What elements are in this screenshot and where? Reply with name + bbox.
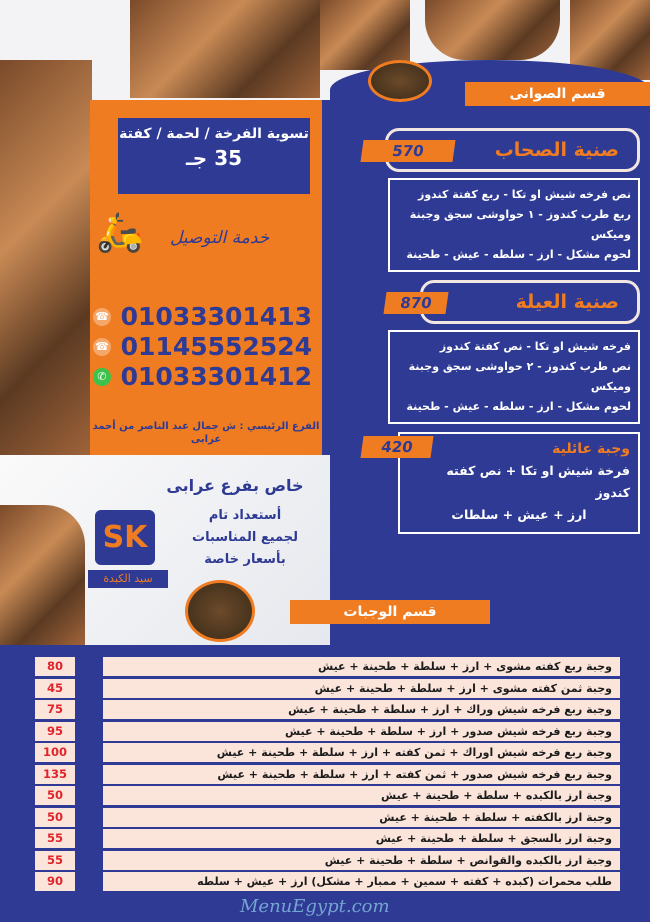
tray-line: نص طرب كندوز - ٢ حواوشى سجق وجبنة وميكس [408,360,631,393]
tray-description [388,178,640,272]
tray-price-tag: 870 [383,292,448,314]
meals-section-title: قسم الوجبات [290,600,490,624]
meal-price: 50 [35,786,75,805]
tray-line: ارز + عيش + سلطات [451,507,587,522]
grilling-title: تسوية الفرخة / لحمة / كفتة [119,126,309,142]
grilling-price-box [118,118,310,194]
meal-item: وجبة ارز بالكبده والقوانص + سلطة + طحينة + عيش [103,851,620,870]
tray-plate-photo [368,60,432,102]
meal-item: وجبة ربع كفته مشوى + ارز + سلطة + طحينة + عيش [103,657,620,676]
meal-item: وجبة ارز بالكبده + سلطة + طحينة + عيش [103,786,620,805]
food-photo [0,505,85,645]
food-photo [130,0,320,98]
tray-line: لحوم مشكل - ارز - سلطه - عيش - طحينة [406,248,631,261]
trays-list [360,128,640,534]
meal-price: 80 [35,657,75,676]
meal-price: 50 [35,808,75,827]
branch-address: الفرع الرئيسي : ش جمال عبد الناصر من أحمد عرابى [92,421,320,445]
meal-row [35,700,620,719]
meal-row [35,872,620,891]
meal-row [35,765,620,784]
meal-price: 55 [35,829,75,848]
meal-price: 75 [35,700,75,719]
tray-price-tag: 420 [360,436,433,458]
tray-card [360,280,640,424]
meal-item: طلب محمرات (كبده + كفته + سمين + ممبار + مشكل) ارز + عيش + سلطه [103,872,620,891]
meal-item: وجبة ارز بالسجق + سلطة + طحينة + عيش [103,829,620,848]
special-title: خاص بفرع عرابى [166,476,304,495]
food-photo [425,0,560,60]
meal-row [35,829,620,848]
phone-icon: ☎ [93,308,111,326]
watermark: MenuEgypt.com [240,896,390,917]
tray-name: وجبة عائلية [552,441,630,457]
meal-price: 55 [35,851,75,870]
tray-name: صنية الصحاب [385,128,640,172]
meal-item: وجبة ثمن كفته مشوى + ارز + سلطة + طحينة + عيش [103,679,620,698]
special-line: أستعداد تام [208,508,282,523]
tray-card [360,432,640,534]
tray-line: نص فرخه شيش او تكا - ربع كفتة كندوز [418,188,631,201]
meal-item: وجبة ربع فرخه شيش اوراك + ثمن كفته + ارز + سلطة + طحينة + عيش [103,743,620,762]
phone-number[interactable]: 01033301413 [120,302,312,331]
meal-item: وجبة ربع فرخه شيش صدور + ارز + سلطة + طحينة + عيش [103,722,620,741]
meal-price: 95 [35,722,75,741]
tray-name: صنية العيلة [420,280,640,324]
meal-row [35,786,620,805]
meal-row [35,851,620,870]
tray-description [388,330,640,424]
delivery-scooter-icon: 🛵 [96,210,144,254]
tray-line: ربع طرب كندوز - ١ حواوشى سجق وجبنة وميكس [409,208,631,241]
whatsapp-icon: ✆ [93,368,111,386]
meal-plate-photo [185,580,255,642]
tray-description [398,432,640,534]
meal-price: 100 [35,743,75,762]
meal-price: 45 [35,679,75,698]
tray-card [360,128,640,272]
food-photo-strip [0,60,92,455]
meal-row [35,679,620,698]
meal-row [35,722,620,741]
meal-price: 135 [35,765,75,784]
delivery-label: خدمة التوصيل [170,228,270,248]
special-line: لجميع المناسبات [192,530,298,545]
phone-number[interactable]: 01145552524 [120,332,312,361]
grilling-price: 35 جـ [185,146,243,170]
meal-item: وجبة ارز بالكفته + سلطة + طحينة + عيش [103,808,620,827]
meal-row [35,657,620,676]
tray-price-tag: 570 [360,140,455,162]
tray-line: فرخه شيش او تكا - نص كفتة كندوز [439,340,631,353]
meal-price: 90 [35,872,75,891]
meal-row [35,743,620,762]
tray-line: فرخة شيش او تكا + نص كفته كندوز [446,463,630,500]
special-line: بأسعار خاصة [204,552,286,567]
phone-icon: ☎ [93,338,111,356]
meal-item: وجبة ربع فرخه شيش صدور + ثمن كفته + ارز + سلطة + طحينة + عيش [103,765,620,784]
restaurant-logo: SK [95,510,155,565]
meal-row [35,808,620,827]
tray-line: لحوم مشكل - ارز - سلطه - عيش - طحينة [406,400,631,413]
whatsapp-number[interactable]: 01033301412 [120,362,312,391]
trays-section-title: قسم الصوانى [465,82,650,106]
meal-item: وجبة ربع فرخه شيش وراك + ارز + سلطة + طحينة + عيش [103,700,620,719]
restaurant-logo-name: سيد الكبدة [88,570,168,588]
